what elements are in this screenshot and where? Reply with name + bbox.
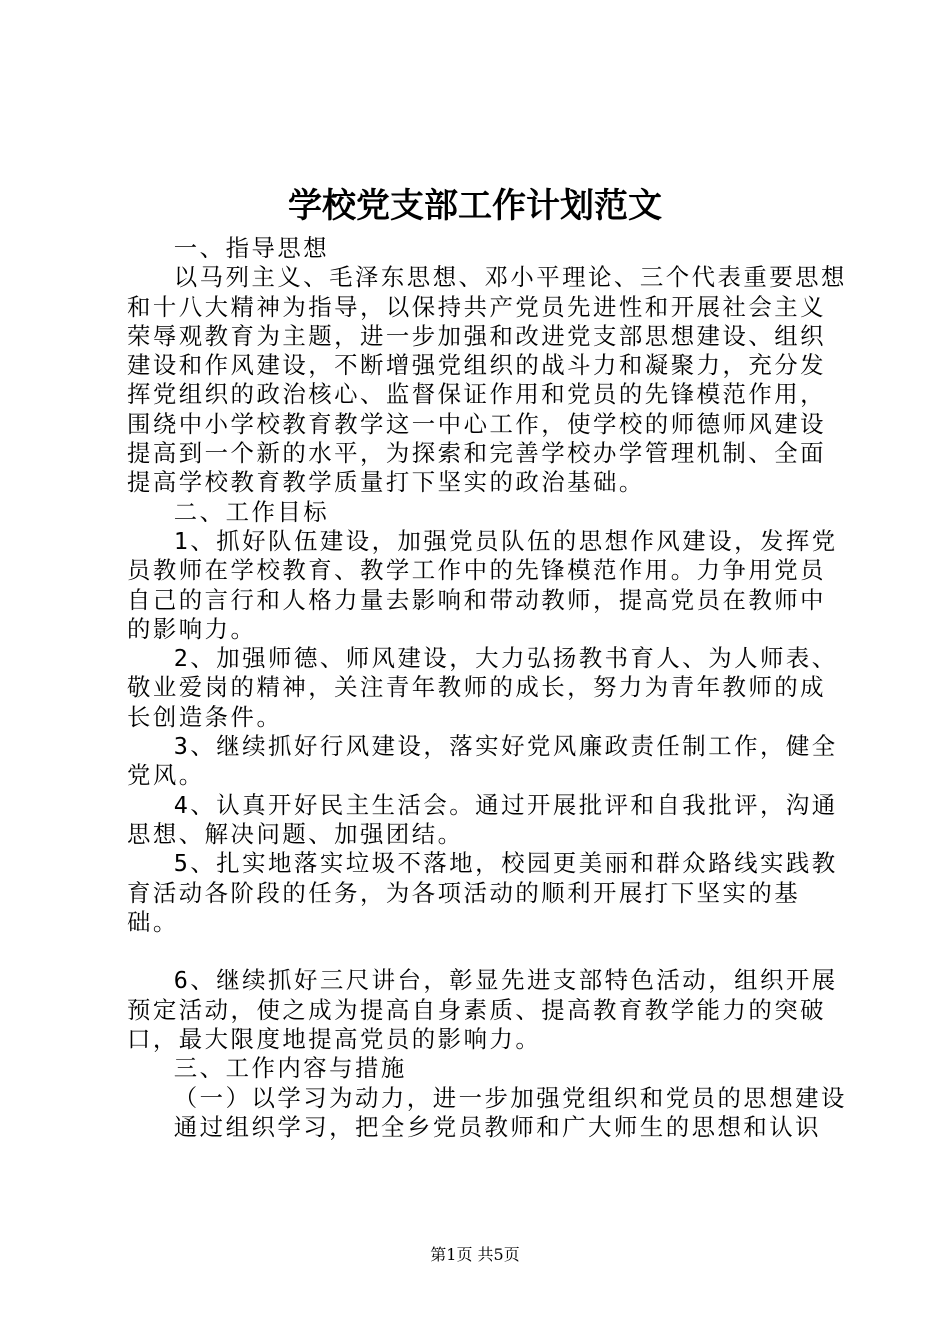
paragraph: 2、加强师德、师风建设，大力弘扬教书育人、为人师表、敬业爱岗的精神，关注青年教师的成长，努力为青年教师的成长创造条件。	[127, 644, 838, 731]
paragraph: 通过组织学习，把全乡党员教师和广大师生的思想和认识	[173, 1112, 822, 1141]
paragraph: （一）以学习为动力，进一步加强党组织和党员的思想建设	[173, 1083, 847, 1112]
paragraph: 5、扎实地落实垃圾不落地，校园更美丽和群众路线实践教育活动各阶段的任务，为各项活动的顺利开展打下坚实的基础。	[127, 849, 838, 936]
section-heading: 一、指导思想	[173, 234, 330, 262]
paragraph: 3、继续抓好行风建设，落实好党风廉政责任制工作，健全党风。	[127, 732, 838, 790]
blank-line	[127, 937, 847, 966]
section-heading: 二、工作目标	[173, 497, 330, 526]
paragraph: 4、认真开好民主生活会。通过开展批评和自我批评，沟通思想、解决问题、加强团结。	[127, 790, 838, 848]
paragraph: 1、抓好队伍建设，加强党员队伍的思想作风建设，发挥党员教师在学校教育、教学工作中的先锋模范作用。力争用党员自己的言行和人格力量去影响和带动教师，提高党员在教师中的影响力。	[127, 526, 838, 643]
section-heading: 三、工作内容与措施	[173, 1054, 407, 1083]
document-title: 学校党支部工作计划范文	[288, 186, 662, 226]
paragraph: 6、继续抓好三尺讲台，彰显先进支部特色活动，组织开展预定活动，使之成为提高自身素质、提高教育教学能力的突破口，最大限度地提高党员的影响力。	[127, 966, 838, 1054]
document-body	[127, 234, 847, 1142]
page-footer: 第1页 共5页	[430, 1245, 520, 1264]
paragraph: 以马列主义、毛泽东思想、邓小平理论、三个代表重要思想和十八大精神为指导，以保持共产党员先进性和开展社会主义荣辱观教育为主题，进一步加强和改进党支部思想建设、组织建设和作风建设，不断增强党组织的战斗力和凝聚力，充分发挥党组织的政治核心、监督保证作用和党员的先锋模范作用，围绕中小学校教育教学这一中心工作，使学校的师德师风建设提高到一个新的水平，为探索和完善学校办学管理机制、全面提高学校教育教学质量打下坚实的政治基础。	[127, 263, 847, 497]
